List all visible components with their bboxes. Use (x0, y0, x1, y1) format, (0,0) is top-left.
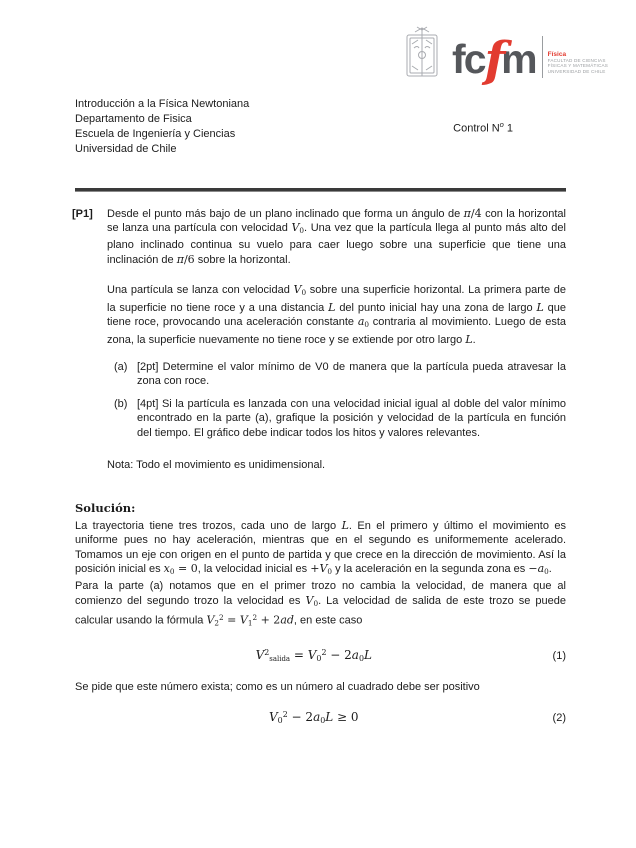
solution-paragraph-2: Para la parte (a) notamos que en el primer trozo no cambia la velocidad, de manera que al comienzo del segundo trozo la velocidad es V0. La velocidad de salida de este trozo se puede calcular usando la fórmula $V2^2 = V1^2 + 2ad$, en este caso (75, 580, 567, 628)
item-a-marker: (a) (114, 360, 128, 373)
equation-1-number: (1) (552, 650, 566, 663)
control-prefix: Control N (453, 122, 500, 135)
control-number (453, 118, 513, 136)
problem-paragraph-1 (72, 206, 566, 268)
control-suffix: 1 (506, 122, 513, 135)
logo-tagline-line: FÍSICAS Y MATEMÁTICAS (547, 63, 608, 69)
nota-line: Nota: Todo el movimiento es unidimensional. (107, 458, 326, 471)
equation-1 (75, 646, 566, 667)
item-a-text: [2pt] Determine el valor mínimo de V0 de manera que la partícula pueda atravesar la zona con roce. (137, 360, 566, 388)
course-title: Introducción a la Física Newtoniana (75, 98, 250, 110)
logo (402, 24, 608, 88)
equation-2-body: $V0^2 - 2a0L \ge 0$ (269, 710, 359, 726)
logo-tagline-line: FACULTAD DE CIENCIAS (547, 57, 606, 63)
equation-2 (75, 708, 566, 729)
problem-p1 (72, 206, 566, 473)
logo-tagline-title: Física (547, 50, 567, 58)
school-line: Escuela de Ingeniería y Ciencias (75, 128, 236, 140)
divider (75, 188, 566, 192)
wordmark-red-f: f (484, 32, 504, 88)
wordmark-fc: fc (452, 36, 485, 82)
equation-1-body: $V^2salida = V0^2 - 2a0L$ (255, 648, 372, 664)
logo-tagline (548, 51, 608, 80)
problem-paragraph-1-text: Desde el punto más bajo de un plano inclinado que forma un ángulo de π/4 con la horizontal se lanza una partícula con velocidad V0. Una vez que la partícula llega al punto más alto del plano inclinado continua su vuelo para caer luego sobre una superficie que tiene una inclinación de π/6 sobre la horizontal. (107, 206, 566, 266)
problem-paragraph-2: Una partícula se lanza con velocidad V0 sobre una superficie horizontal. La primera parte de la superficie no tiene roce y a una distancia L del punto inicial hay una zona de largo L que tiene roce, provocando una aceleración constante a0 contraria al movimiento. Luego de esta zona, la superficie nuevamente no tiene roce y se extiende por otro largo L. (107, 283, 566, 346)
logo-divider (542, 36, 543, 78)
university-line: Universidad de Chile (75, 143, 177, 155)
department-line: Departamento de Fisica (75, 113, 192, 125)
equation-2-number: (2) (552, 712, 566, 725)
item-b-marker: (b) (114, 397, 128, 410)
control-sup: o (499, 119, 504, 129)
logo-wordmark (452, 32, 536, 88)
solution (75, 501, 566, 729)
logo-tagline-line: UNIVERSIDAD DE CHILE (547, 68, 606, 74)
solution-heading: Solución: (75, 501, 136, 516)
item-b-text: [4pt] Si la partícula es lanzada con una velocidad inicial igual al doble del valor mínimo encontrado en la parte (a), grafique la posición y velocidad de la partícula en función del tiempo. El gráfico debe indicar todos los hitos y valores relevantes. (137, 397, 566, 439)
list-item-b (114, 397, 566, 440)
solution-bridge-text: Se pide que este número exista; como es un número al cuadrado debe ser positivo (75, 680, 480, 693)
header-left-block (75, 97, 453, 157)
problem-label: [P1] (72, 207, 93, 220)
university-crest-icon (402, 26, 446, 80)
wordmark-m: m (501, 36, 536, 82)
solution-paragraph-1: La trayectoria tiene tres trozos, cada uno de largo L. En el primero y último el movimiento es uniforme pues no hay aceleración, mientras que en el segundo es uniformemente acelerado. Tomamos un eje con origen en el punto de partida y que crece en la dirección de movimiento. Así la posición inicial es x0 = 0, la velocidad inicial es +V0 y la aceleración en la segunda zona es −a0. (75, 518, 566, 577)
list-item-a (114, 360, 566, 389)
